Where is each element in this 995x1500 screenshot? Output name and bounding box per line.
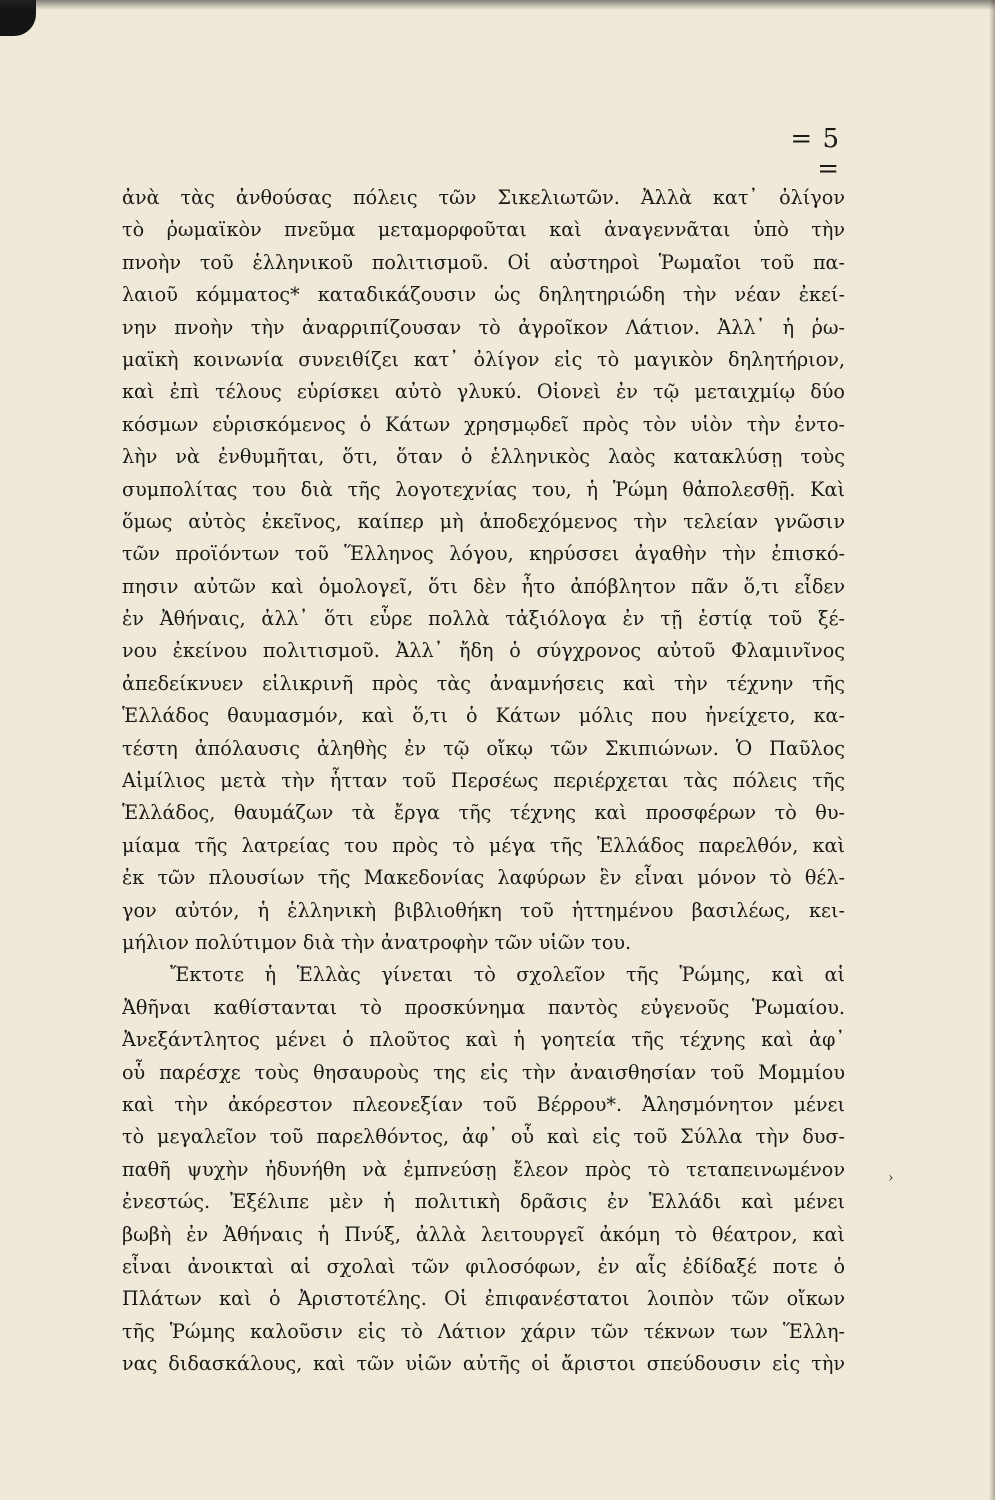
text-line: καὶ ἐπὶ τέλους εὑρίσκει αὐτὸ γλυκύ. Οἱονεὶ ἐν τῷ μεταιχμίῳ δύο [122,380,845,404]
text-line: Ἀνεξάντλητος μένει ὁ πλοῦτος καὶ ἡ γοητεία τῆς τέχνης καὶ ἀφ᾿ [122,1028,845,1052]
text-line: ἐν Ἀθήναις, ἀλλ᾿ ὅτι εὗρε πολλὰ τἀξιόλογα ἐν τῇ ἑστίᾳ τοῦ ξέ- [122,607,845,631]
text-line: Ἀθῆναι καθίστανται τὸ προσκύνημα παντὸς εὐγενοῦς Ῥωμαίου. [122,995,845,1019]
margin-mark: › [888,1170,894,1186]
text-line: κόσμων εὑρισκόμενος ὁ Κάτων χρησμῳδεῖ πρὸς τὸν υἱὸν τὴν ἐντο- [122,412,845,436]
text-line: παθῆ ψυχὴν ἠδυνήθη νὰ ἐμπνεύσῃ ἔλεον πρὸς τὸ τεταπεινωμένον [122,1157,845,1181]
text-line: συμπολίτας του διὰ τῆς λογοτεχνίας του, ἡ Ῥώμη θἀπολεσθῇ. Καὶ [122,477,845,501]
text-line: καὶ τὴν ἀκόρεστον πλεονεξίαν τοῦ Βέρρου*. Ἀλησμόνητον μένει [122,1092,845,1116]
text-line: νην πνοὴν τὴν ἀναρριπίζουσαν τὸ ἀγροῖκον Λάτιον. Ἀλλ᾿ ἡ ῥω- [122,315,845,339]
text-line: τῶν προϊόντων τοῦ Ἕλληνος λόγου, κηρύσσει ἀγαθὴν τὴν ἐπισκό- [122,542,845,566]
scan-right-edge [989,0,995,1500]
text-line: λαιοῦ κόμματος* καταδικάζουσιν ὡς δηλητηριώδη τὴν νέαν ἐκεί- [122,283,845,307]
text-line: ὅμως αὐτὸς ἐκεῖνος, καίπερ μὴ ἀποδεχόμενος τὴν τελείαν γνῶσιν [122,509,845,533]
text-line: τῆς Ῥώμης καλοῦσιν εἰς τὸ Λάτιον χάριν τῶν τέκνων των Ἕλλη- [122,1319,845,1343]
text-line: μίαμα τῆς λατρείας του πρὸς τὸ μέγα τῆς Ἑλλάδος παρελθόν, καὶ [122,833,845,857]
text-line: γον αὐτόν, ἡ ἑλληνικὴ βιβλιοθήκη τοῦ ἡττημένου βασιλέως, κει- [122,898,845,922]
text-line: τέστη ἀπόλαυσις ἀληθὴς ἐν τῷ οἴκῳ τῶν Σκιπιώνων. Ὁ Παῦλος [122,736,845,760]
text-line: ἐνεστώς. Ἐξέλιπε μὲν ἡ πολιτικὴ δρᾶσις ἐν Ἑλλάδι καὶ μένει [122,1190,845,1214]
text-line: εἶναι ἀνοικταὶ αἱ σχολαὶ τῶν φιλοσόφων, ἐν αἷς ἐδίδαξέ ποτε ὁ [122,1254,845,1278]
page-number: = 5 = [790,124,840,184]
text-line: ἐκ τῶν πλουσίων τῆς Μακεδονίας λαφύρων ἓν εἶναι μόνον τὸ θέλ- [122,866,845,890]
text-line: βωβὴ ἐν Ἀθήναις ἡ Πνύξ, ἀλλὰ λειτουργεῖ ἀκόμη τὸ θέατρον, καὶ [122,1222,845,1246]
body-text [122,182,845,1380]
text-line: τὸ ῥωμαϊκὸν πνεῦμα μεταμορφοῦται καὶ ἀναγεννᾶται ὑπὸ τὴν [122,218,845,242]
paragraph-end-line: μήλιον πολύτιμον διὰ τὴν ἀνατροφὴν τῶν υἱῶν του. [122,930,632,954]
text-line: Αἰμίλιος μετὰ τὴν ἧτταν τοῦ Περσέως περιέρχεται τὰς πόλεις τῆς [122,769,845,793]
text-line: οὗ παρέσχε τοὺς θησαυροὺς της εἰς τὴν ἀναισθησίαν τοῦ Μομμίου [122,1060,845,1084]
text-line: ἀπεδείκνυεν εἰλικρινῆ πρὸς τὰς ἀναμνήσεις καὶ τὴν τέχνην τῆς [122,671,845,695]
text-line: νας διδασκάλους, καὶ τῶν υἱῶν αὐτῆς οἱ ἄριστοι σπεύδουσιν εἰς τὴν [122,1352,845,1376]
scan-top-edge [0,0,995,10]
text-line: μαϊκὴ κοινωνία συνειθίζει κατ᾿ ὀλίγον εἰς τὸ μαγικὸν δηλητήριον, [122,347,845,371]
text-line: Ἑλλάδος, θαυμάζων τὰ ἔργα τῆς τέχνης καὶ προσφέρων τὸ θυ- [122,801,845,825]
text-line: νου ἐκείνου πολιτισμοῦ. Ἀλλ᾿ ἤδη ὁ σύγχρονος αὐτοῦ Φλαμινῖνος [122,639,845,663]
text-line: Ἑλλάδος θαυμασμόν, καὶ ὅ,τι ὁ Κάτων μόλις που ἠνείχετο, κα- [122,704,845,728]
paragraph-start-line: Ἔκτοτε ἡ Ἑλλὰς γίνεται τὸ σχολεῖον τῆς Ῥώμης, καὶ αἱ [170,963,845,987]
text-line: τὸ μεγαλεῖον τοῦ παρελθόντος, ἀφ᾿ οὗ καὶ εἰς τοῦ Σύλλα τὴν δυσ- [122,1125,845,1149]
text-line: λὴν νὰ ἐνθυμῆται, ὅτι, ὅταν ὁ ἑλληνικὸς λαὸς κατακλύσῃ τοὺς [122,445,845,469]
text-line: πησιν αὐτῶν καὶ ὁμολογεῖ, ὅτι δὲν ἦτο ἀπόβλητον πᾶν ὅ,τι εἶδεν [122,574,845,598]
text-line: ἀνὰ τὰς ἀνθούσας πόλεις τῶν Σικελιωτῶν. Ἀλλὰ κατ᾿ ὀλίγον [122,186,845,209]
text-line: πνοὴν τοῦ ἑλληνικοῦ πολιτισμοῦ. Οἱ αὐστηροὶ Ῥωμαῖοι τοῦ πα- [122,250,845,274]
text-line: Πλάτων καὶ ὁ Ἀριστοτέλης. Οἱ ἐπιφανέστατοι λοιπὸν τῶν οἴκων [122,1287,845,1311]
